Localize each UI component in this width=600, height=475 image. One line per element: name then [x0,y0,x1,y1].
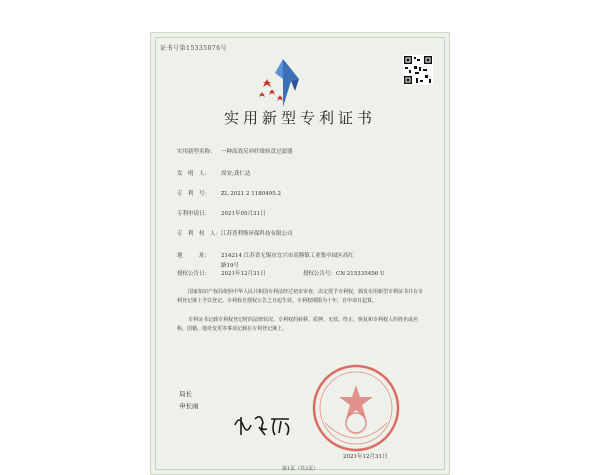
inventor-row [177,169,250,177]
patent-number-value: ZL 2021 2 1180495.2 [221,191,281,197]
patentee-row [177,229,293,237]
notice-paragraph-2: 专利证书记载专利权登记时的法律状况。专利权的转移、质押、无效、终止、恢复和专利权人的姓名或名称、国籍、地址变更等事项记载在专利登记簿上。 [177,317,419,332]
grant-number-label: 授权公告号： [303,271,337,277]
patent-number-label: 专 利 号： [177,191,211,197]
address-value: 214214 江苏省无锡市宜兴市高塍镇工业集中园区高红路19号 [221,253,354,269]
certificate-sheet [150,32,450,475]
cnipa-emblem-icon [255,51,311,115]
grant-date-row [177,269,266,277]
patentee-value: 江苏普利斯环保科技有限公司 [221,231,293,237]
certificate-number: 证书号第15335076号 [160,45,228,52]
official-seal-icon [311,363,401,453]
utility-name-value: 一种高效反冲纤维转盘过滤器 [221,149,293,155]
signature-icon [231,411,295,439]
filing-date-value: 2021年05月31日 [221,211,266,217]
address-label: 地 址： [177,253,211,259]
seal-date: 2021年12月31日 [343,454,388,460]
officer-name: 申长雨 [179,402,199,410]
grant-date-value: 2021年12月31日 [221,271,266,277]
inventor-value: 周安;龚仁达 [221,171,251,177]
notice-paragraph-1: 国家知识产权局依照中华人民共和国专利法经过初步审查，决定授予专利权，颁发实用新型专利证书并在专利登记簿上予以登记。专利权自授权公告之日起生效。专利权期限为十年，自申请日起算。 [177,289,424,304]
inventor-label: 发 明 人： [177,171,211,177]
utility-name-row [177,147,293,155]
patentee-label: 专 利 权 人： [177,231,222,237]
grant-number-row [303,269,385,277]
filing-date-label: 专利申请日： [177,211,211,217]
grant-number-value: CN 215335456 U [336,271,385,277]
certificate-title: 实用新型专利证书 [223,109,376,127]
page-footer: 第1页（共2页） [281,466,319,472]
patent-number-row [177,189,281,197]
filing-date-row [177,209,266,217]
qr-code-icon [403,55,433,85]
grant-date-label: 授权公告日： [177,271,211,277]
officer-title: 局长 [179,390,192,398]
utility-name-label: 实用新型名称： [177,149,216,155]
